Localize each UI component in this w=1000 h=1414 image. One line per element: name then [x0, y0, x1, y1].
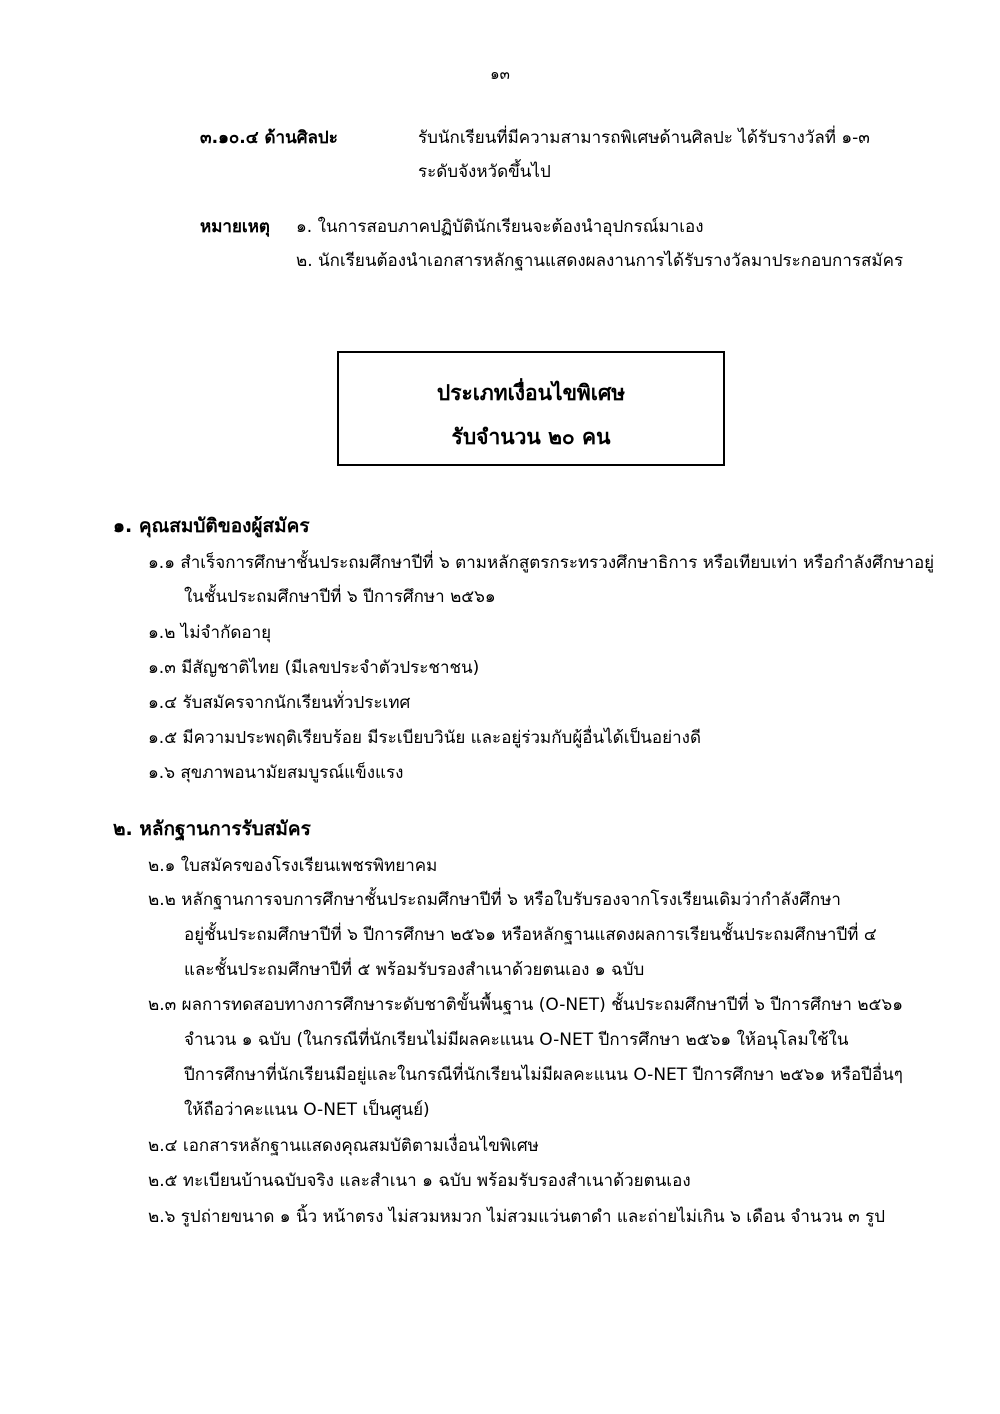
art-section-label: ๓.๑๐.๔ ด้านศิลปะ: [200, 128, 338, 148]
art-section-line-1: รับนักเรียนที่มีความสามารถพิเศษด้านศิลปะ ได้รับรางวัลที่ ๑-๓: [418, 128, 870, 148]
section2-line: จำนวน ๑ ฉบับ (ในกรณีที่นักเรียนไม่มีผลคะแนน O-NET ปีการศึกษา ๒๕๖๑ ให้อนุโลมใช้ใน: [184, 1030, 849, 1050]
section2-line: ๒.๕ ทะเบียนบ้านฉบับจริง และสำเนา ๑ ฉบับ พร้อมรับรองสำเนาด้วยตนเอง: [148, 1171, 691, 1191]
section1-line: ๑.๑ สำเร็จการศึกษาชั้นประถมศึกษาปีที่ ๖ ตามหลักสูตรกระทรวงศึกษาธิการ หรือเทียบเท่า หรือกำลังศึกษาอยู่: [148, 553, 935, 573]
section2-line: ๒.๓ ผลการทดสอบทางการศึกษาระดับชาติขั้นพื้นฐาน (O-NET) ชั้นประถมศึกษาปีที่ ๖ ปีการศึกษา ๒๕๖๑: [148, 995, 903, 1015]
section1-line: ๑.๖ สุขภาพอนามัยสมบูรณ์แข็งแรง: [148, 763, 404, 783]
page-number: ๑๓: [490, 65, 510, 83]
section1-line: ๑.๓ มีสัญชาติไทย (มีเลขประจำตัวประชาชน): [148, 658, 480, 678]
section2-line: ๒.๖ รูปถ่ายขนาด ๑ นิ้ว หน้าตรง ไม่สวมหมวก ไม่สวมแว่นตาดำ และถ่ายไม่เกิน ๖ เดือน จำนวน ๓ รูป: [148, 1207, 886, 1227]
section1-heading: ๑. คุณสมบัติของผู้สมัคร: [113, 515, 310, 537]
section2-heading: ๒. หลักฐานการรับสมัคร: [113, 818, 311, 840]
special-condition-box: [337, 351, 725, 466]
section2-line: อยู่ชั้นประถมศึกษาปีที่ ๖ ปีการศึกษา ๒๕๖๑ หรือหลักฐานแสดงผลการเรียนชั้นประถมศึกษาปีที่ ๔: [184, 925, 877, 945]
box-subtitle: รับจำนวน ๒๐ คน: [451, 425, 611, 449]
remark-item-1: ๑. ในการสอบภาคปฏิบัตินักเรียนจะต้องนำอุปกรณ์มาเอง: [296, 217, 704, 237]
section2-line: ปีการศึกษาที่นักเรียนมีอยู่และในกรณีที่นักเรียนไม่มีผลคะแนน O-NET ปีการศึกษา ๒๕๖๑ หรือปีอื่นๆ: [184, 1065, 903, 1085]
section1-line: ในชั้นประถมศึกษาปีที่ ๖ ปีการศึกษา ๒๕๖๑: [184, 587, 496, 607]
section1-line: ๑.๕ มีความประพฤติเรียบร้อย มีระเบียบวินัย และอยู่ร่วมกับผู้อื่นได้เป็นอย่างดี: [148, 728, 701, 748]
remark-label: หมายเหตุ: [200, 217, 270, 237]
section2-line: ๒.๔ เอกสารหลักฐานแสดงคุณสมบัติตามเงื่อนไขพิเศษ: [148, 1136, 539, 1156]
section1-line: ๑.๔ รับสมัครจากนักเรียนทั่วประเทศ: [148, 693, 411, 713]
box-title: ประเภทเงื่อนไขพิเศษ: [436, 381, 626, 405]
section2-line: ๒.๒ หลักฐานการจบการศึกษาชั้นประถมศึกษาปีที่ ๖ หรือใบรับรองจากโรงเรียนเดิมว่ากำลังศึกษา: [148, 890, 841, 910]
art-section-line-2: ระดับจังหวัดขึ้นไป: [418, 162, 551, 182]
section1-line: ๑.๒ ไม่จำกัดอายุ: [148, 623, 272, 643]
section2-line: ให้ถือว่าคะแนน O-NET เป็นศูนย์): [184, 1100, 430, 1120]
section2-line: ๒.๑ ใบสมัครของโรงเรียนเพชรพิทยาคม: [148, 856, 438, 876]
section2-line: และชั้นประถมศึกษาปีที่ ๕ พร้อมรับรองสำเนาด้วยตนเอง ๑ ฉบับ: [184, 960, 645, 980]
remark-item-2: ๒. นักเรียนต้องนำเอกสารหลักฐานแสดงผลงานการได้รับรางวัลมาประกอบการสมัคร: [296, 251, 904, 271]
